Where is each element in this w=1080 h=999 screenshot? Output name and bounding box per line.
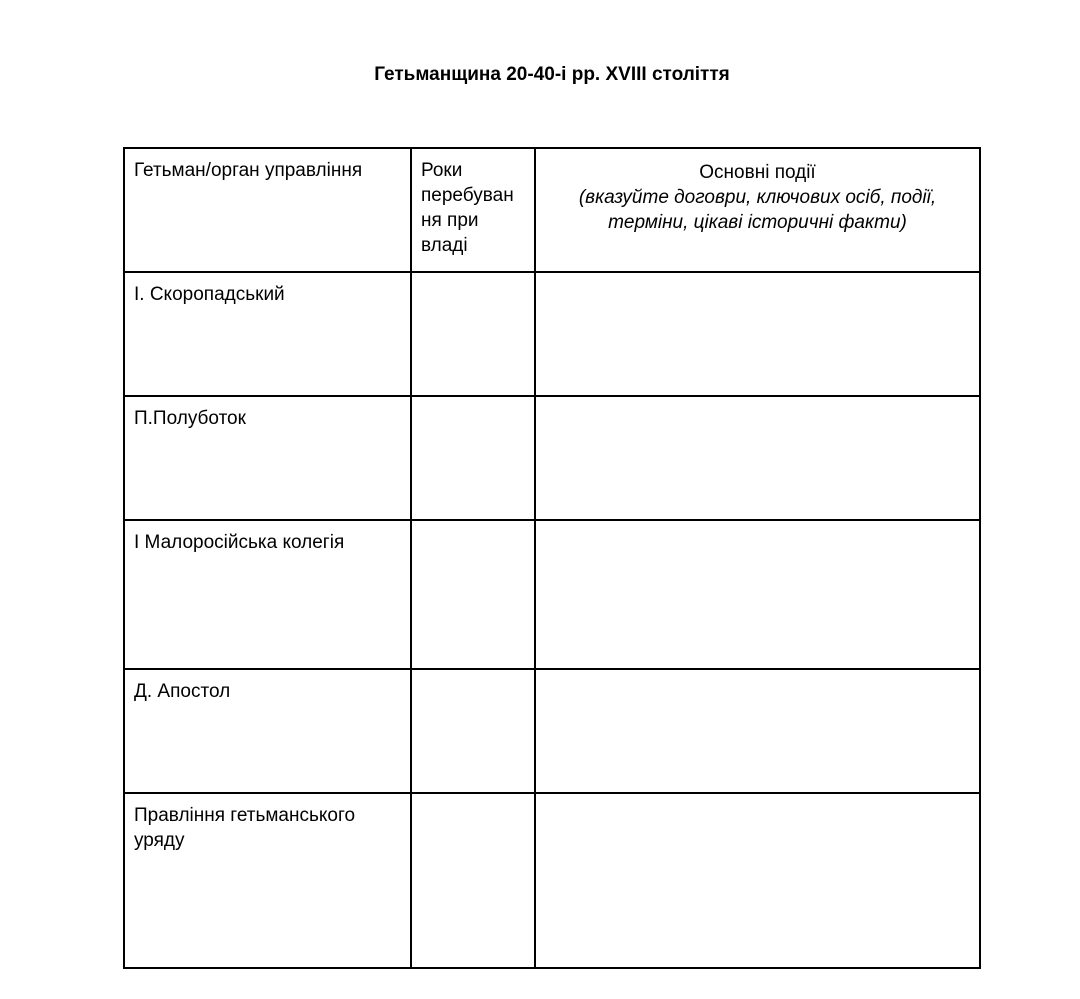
table-row bbox=[124, 793, 980, 968]
row-years-cell[interactable] bbox=[411, 793, 535, 968]
table-row bbox=[124, 669, 980, 793]
row-name-cell: Д. Апостол bbox=[124, 669, 411, 793]
table-row bbox=[124, 272, 980, 396]
header-years: Роки перебуван ня при владі bbox=[411, 148, 535, 272]
row-name-cell: Правління гетьманського уряду bbox=[124, 793, 411, 968]
header-events-title: Основні події bbox=[699, 162, 816, 183]
row-events-cell[interactable] bbox=[535, 669, 980, 793]
row-name-cell: І Малоросійська колегія bbox=[124, 520, 411, 669]
header-events-hint: (вказуйте договри, ключових осіб, події, терміни, цікаві історичні факти) bbox=[578, 187, 937, 233]
header-events bbox=[535, 148, 980, 272]
row-name-cell: І. Скоропадський bbox=[124, 272, 411, 396]
row-events-cell[interactable] bbox=[535, 396, 980, 520]
table-row bbox=[124, 520, 980, 669]
row-events-cell[interactable] bbox=[535, 793, 980, 968]
row-events-cell[interactable] bbox=[535, 272, 980, 396]
row-years-cell[interactable] bbox=[411, 272, 535, 396]
table-row bbox=[124, 396, 980, 520]
row-years-cell[interactable] bbox=[411, 669, 535, 793]
row-events-cell[interactable] bbox=[535, 520, 980, 669]
header-name: Гетьман/орган управління bbox=[124, 148, 411, 272]
hetmanate-table bbox=[123, 147, 981, 969]
row-years-cell[interactable] bbox=[411, 396, 535, 520]
table-header-row bbox=[124, 148, 980, 272]
row-years-cell[interactable] bbox=[411, 520, 535, 669]
document-title: Гетьманщина 20-40-і рр. XVIII століття bbox=[374, 64, 730, 85]
row-name-cell: П.Полуботок bbox=[124, 396, 411, 520]
